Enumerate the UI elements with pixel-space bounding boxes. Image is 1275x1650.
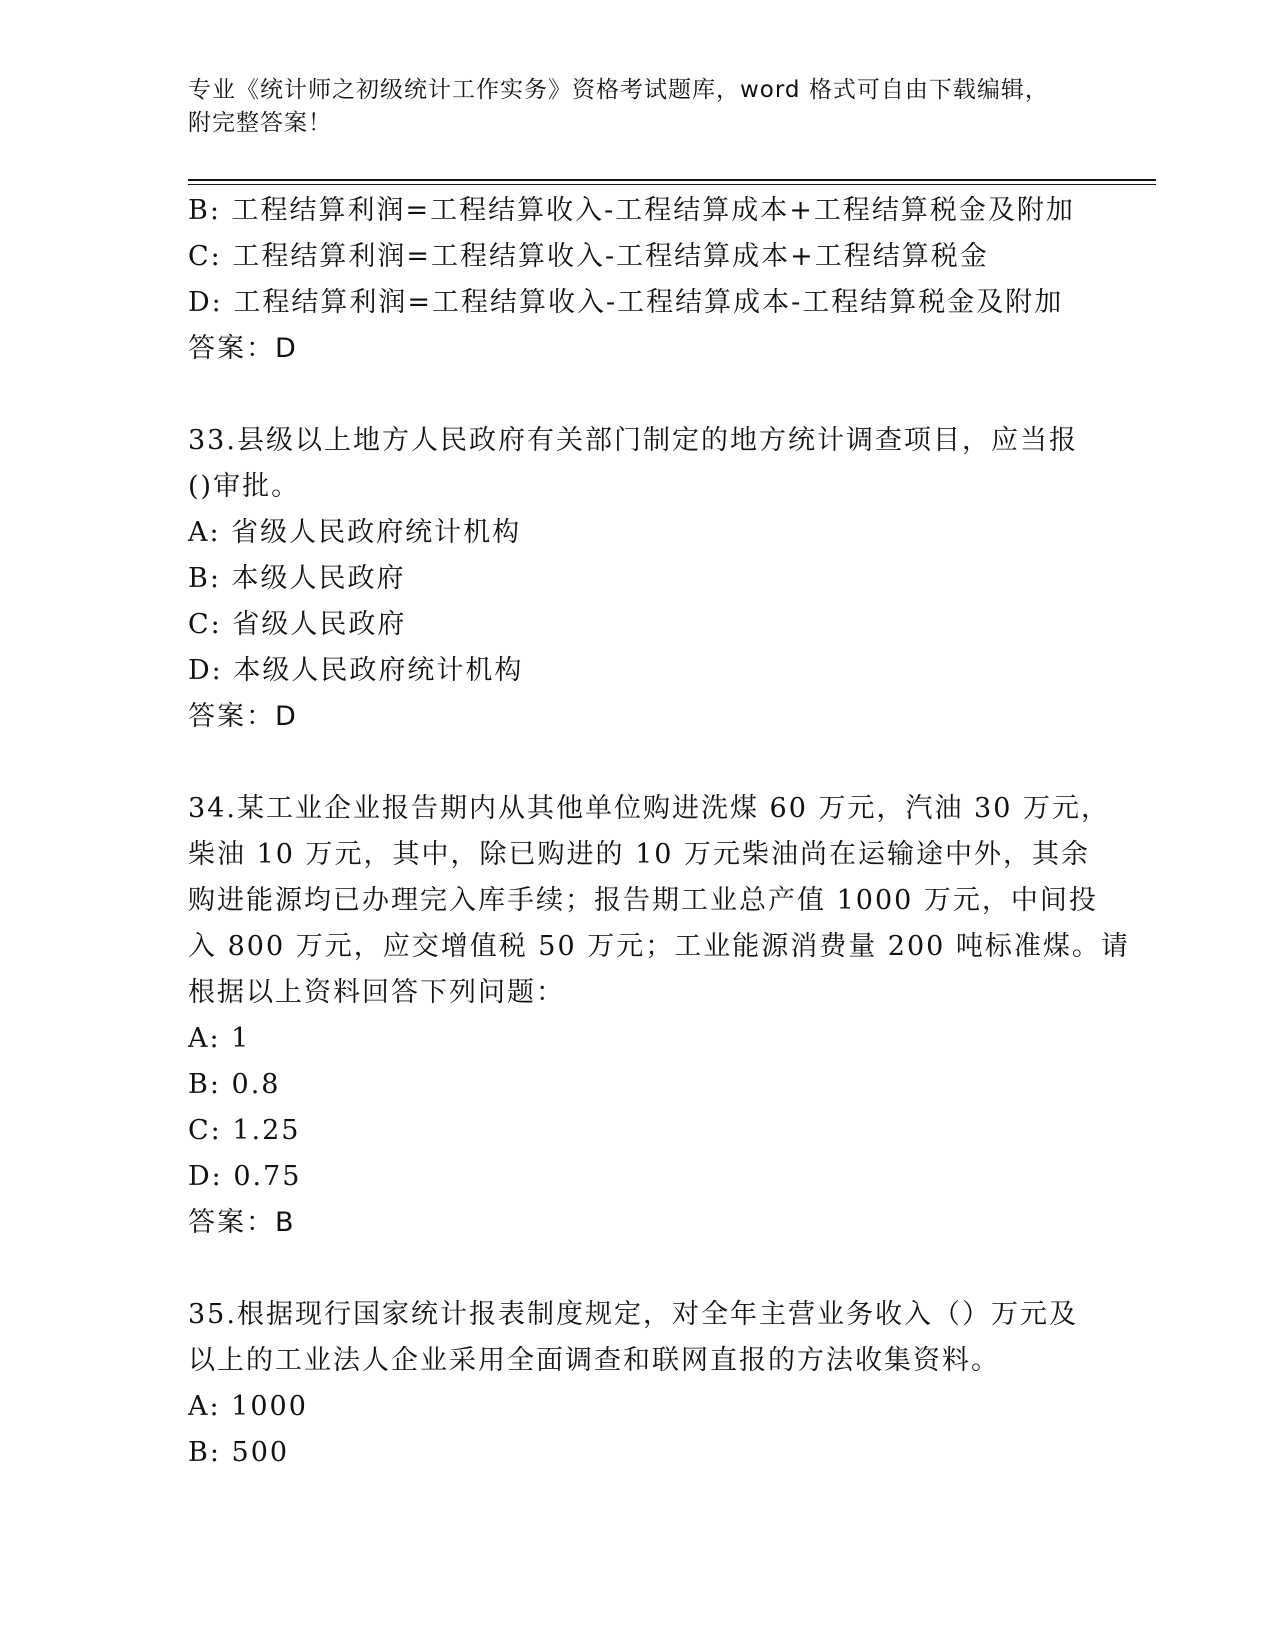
- option-a: A: 1000: [188, 1391, 308, 1422]
- option-d: D: 工程结算利润=工程结算收入-工程结算成本-工程结算税金及附加: [188, 287, 1064, 318]
- option-c: C: 省级人民政府: [188, 609, 407, 640]
- option-a: A: 1: [188, 1023, 251, 1054]
- option-c: C: 工程结算利润=工程结算收入-工程结算成本+工程结算税金: [188, 241, 989, 272]
- question-stem-line: 入 800 万元，应交增值税 50 万元；工业能源消费量 200 吨标准煤。请: [188, 931, 1130, 962]
- header-rule-thin: [188, 184, 1156, 185]
- option-b: B: 500: [188, 1437, 290, 1468]
- question-list: [188, 188, 1130, 1476]
- option-b: B: 本级人民政府: [188, 563, 406, 594]
- question-stem-line: 根据以上资料回答下列问题：: [188, 977, 565, 1008]
- question-stem-line: 柴油 10 万元，其中，除已购进的 10 万元柴油尚在运输途中外，其余: [188, 839, 1091, 870]
- answer: 答案：D: [188, 701, 298, 732]
- question-stem-line: 购进能源均已办理完入库手续；报告期工业总产值 1000 万元，中间投: [188, 885, 1098, 916]
- question-stem-line: ()审批。: [188, 471, 301, 502]
- header-line-2: 附完整答案！: [188, 110, 332, 136]
- header-rule-thick: [188, 179, 1156, 181]
- option-d: D: 本级人民政府统计机构: [188, 655, 524, 686]
- question-32-continued: [188, 188, 1088, 372]
- question-33: [188, 418, 1088, 740]
- option-c: C: 1.25: [188, 1115, 301, 1146]
- option-b: B: 0.8: [188, 1069, 281, 1100]
- answer: 答案：B: [188, 1207, 296, 1238]
- option-b: B: 工程结算利润=工程结算收入-工程结算成本+工程结算税金及附加: [188, 195, 1075, 226]
- header-line-1: 专业《统计师之初级统计工作实务》资格考试题库，word 格式可自由下载编辑，: [188, 77, 1049, 103]
- question-stem-line: 33.县级以上地方人民政府有关部门制定的地方统计调查项目，应当报: [188, 425, 1078, 456]
- question-34: [188, 786, 1130, 1246]
- question-stem-line: 34.某工业企业报告期内从其他单位购进洗煤 60 万元，汽油 30 万元，: [188, 793, 1110, 824]
- question-stem-line: 以上的工业法人企业采用全面调查和联网直报的方法收集资料。: [188, 1345, 1000, 1376]
- question-35: [188, 1292, 1088, 1476]
- option-a: A: 省级人民政府统计机构: [188, 517, 522, 548]
- document-header: [188, 74, 1088, 140]
- option-d: D: 0.75: [188, 1161, 302, 1192]
- question-stem-line: 35.根据现行国家统计报表制度规定，对全年主营业务收入（）万元及: [188, 1299, 1078, 1330]
- answer: 答案：D: [188, 333, 298, 364]
